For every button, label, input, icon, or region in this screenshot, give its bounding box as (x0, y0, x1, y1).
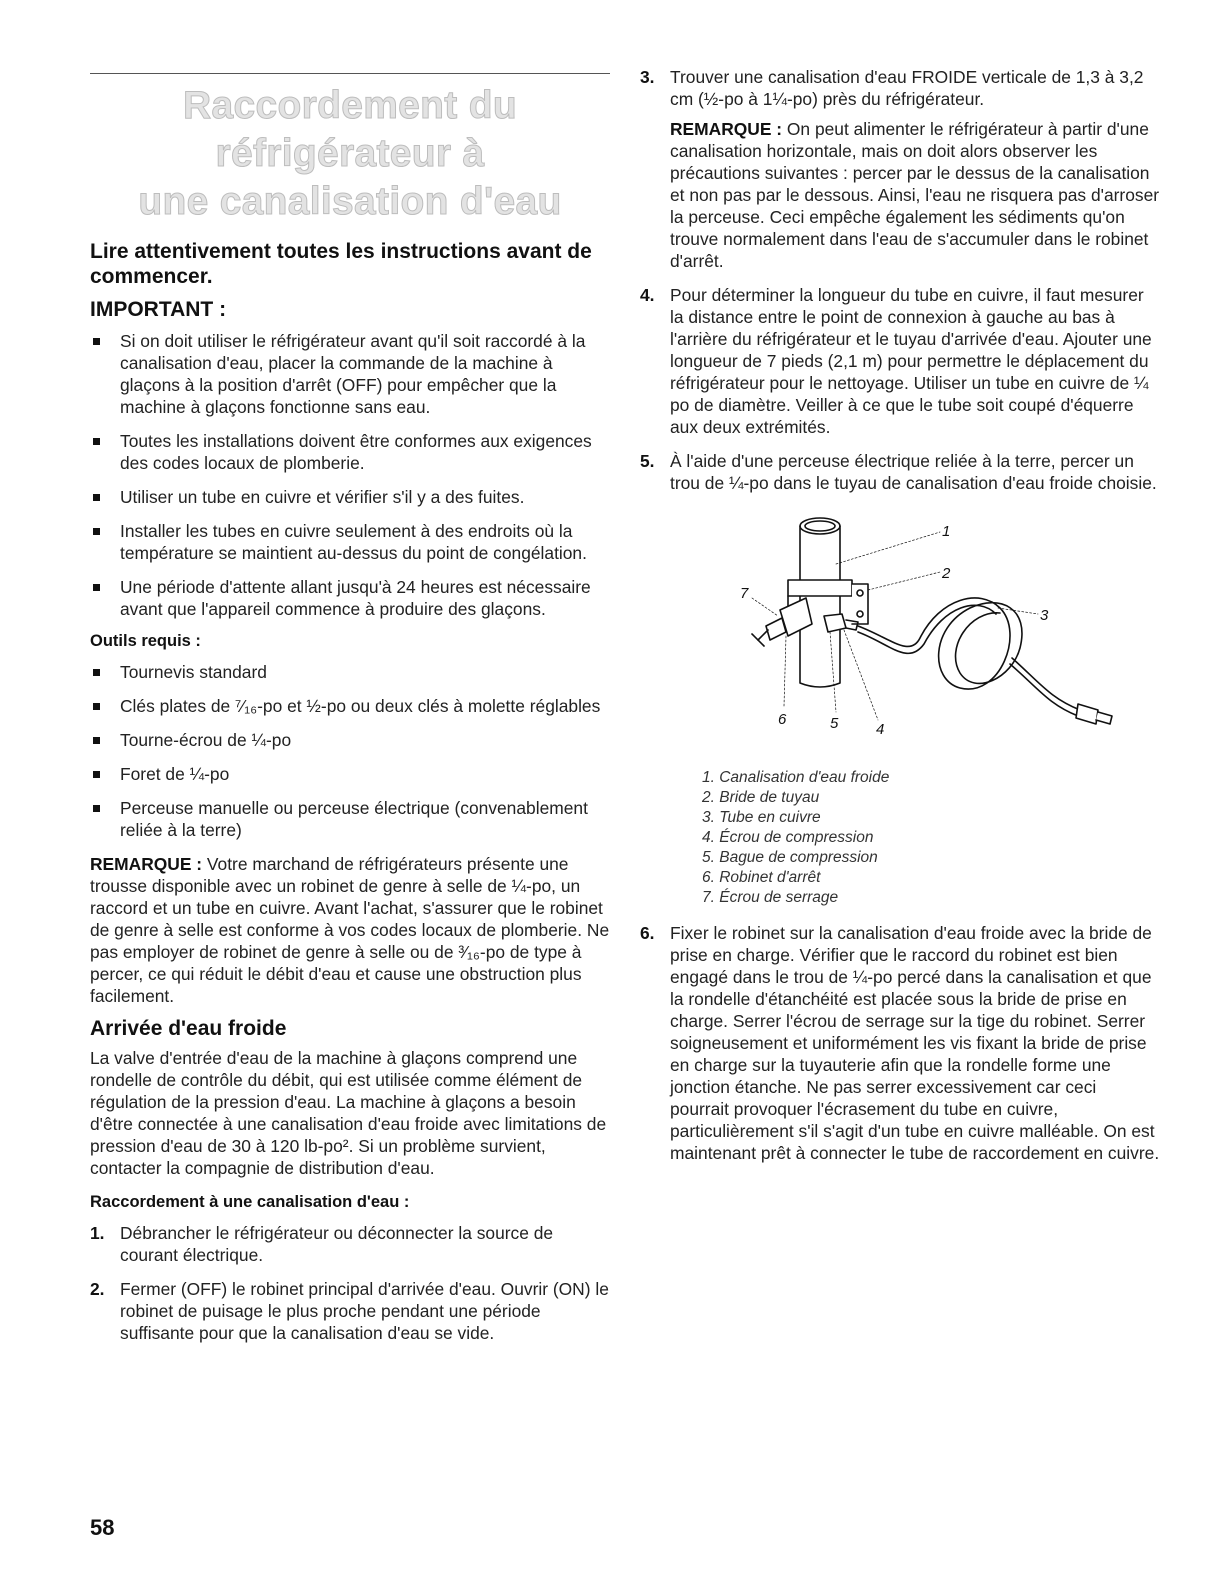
callout-4: 4 (876, 721, 885, 738)
steps-list-left (90, 1222, 610, 1344)
important-item: Installer les tubes en cuivre seulement à des endroits où la température se maintient au-dessus du point de congélation. (90, 520, 610, 564)
right-column (640, 66, 1160, 1176)
step-text: Trouver une canalisation d'eau FROIDE verticale de 1,3 à 3,2 cm (½-po à 1¼-po) près du réfrigérateur. (670, 67, 1144, 109)
page-title-line-1: Raccordement du réfrigérateur à (183, 84, 517, 175)
tools-heading: Outils requis : (90, 632, 201, 650)
callout-1: 1 (942, 523, 951, 540)
important-item: Toutes les installations doivent être conformes aux exigences des codes locaux de plomberie. (90, 430, 610, 474)
step-number: 1. (90, 1223, 105, 1243)
legend-item: 3. Tube en cuivre (702, 809, 821, 826)
left-column (90, 60, 610, 1356)
saddle-valve-illustration (640, 498, 1160, 768)
tube-end-nut (1076, 704, 1098, 724)
step-note (670, 118, 1160, 272)
step-number: 3. (640, 67, 655, 87)
note-label: REMARQUE : (90, 854, 203, 874)
note-retailer-kit (90, 853, 610, 1007)
legend-item: 1. Canalisation d'eau froide (702, 769, 890, 786)
compression-nut (824, 614, 846, 632)
tools-item: Tournevis standard (90, 661, 610, 683)
cold-water-heading: Arrivée d'eau froide (90, 1017, 287, 1040)
page-title-line-2: une canalisation d'eau (138, 180, 562, 223)
callout-5: 5 (830, 715, 839, 732)
step-item (640, 922, 1160, 1164)
step-item (640, 450, 1160, 494)
tools-item: Clés plates de ⁷⁄₁₆-po et ½-po ou deux clés à molette réglables (90, 695, 610, 717)
step-item (90, 1222, 610, 1266)
callout-2: 2 (942, 565, 951, 582)
page-title (90, 82, 610, 226)
connection-heading: Raccordement à une canalisation d'eau : (90, 1193, 410, 1211)
step-item (640, 284, 1160, 438)
step-number: 6. (640, 923, 655, 943)
tools-list (90, 661, 610, 841)
pipe-clamp (788, 580, 852, 596)
callout-3: 3 (1040, 607, 1049, 624)
note-label: REMARQUE : (670, 119, 783, 139)
steps-list-right (640, 66, 1160, 494)
step-text: À l'aide d'une perceuse électrique reliée à la terre, percer un trou de ¼-po dans le tuyau de canalisation d'eau froide choisie. (670, 451, 1157, 493)
steps-list-right-2 (640, 922, 1160, 1164)
tools-item: Tourne-écrou de ¼-po (90, 729, 610, 751)
important-item: Utiliser un tube en cuivre et vérifier s'il y a des fuites. (90, 486, 610, 508)
tools-item: Perceuse manuelle ou perceuse électrique (convenablement reliée à la terre) (90, 797, 610, 841)
step-item (90, 1278, 610, 1344)
step-number: 2. (90, 1279, 105, 1299)
legend-item: 7. Écrou de serrage (702, 889, 839, 906)
note-text: Votre marchand de réfrigérateurs présente une trousse disponible avec un robinet de genre à selle de ¼-po, un raccord et un tube en cuivre. Avant l'achat, s'assurer que le robinet de genre à selle est conforme à vos codes locaux de plomberie. Ne pas employer de robinet de genre à selle ou de ³⁄₁₆-po de type à percer, ce qui réduit le débit d'eau et cause une obstruction plus facilement. (90, 854, 610, 1006)
step-text: Pour déterminer la longueur du tube en cuivre, il faut mesurer la distance entre le point de connexion à gauche au bas à l'arrière du réfrigérateur et le tuyau d'arrivée d'eau. Ajouter une longueur de 7 pieds (2,1 m) pour permettre le déplacement du réfrigérateur pour le nettoyage. Utiliser un tube en cuivre de ¼ po de diamètre. Veiller à ce que le tube soit coupé d'équerre aux deux extrémités. (670, 285, 1152, 437)
note-text: On peut alimenter le réfrigérateur à partir d'une canalisation horizontale, mais on doit alors observer les précautions suivantes : percer par le dessus de la canalisation et non pas par le dessous. Ainsi, l'eau ne risquera pas d'arroser la perceuse. Ceci empêche également les sédiments qu'on trouve normalement dans l'eau de s'accumuler dans le robinet d'arrêt. (670, 119, 1160, 271)
callout-7: 7 (740, 585, 749, 602)
legend-item: 6. Robinet d'arrêt (702, 869, 821, 886)
important-item: Une période d'attente allant jusqu'à 24 heures est nécessaire avant que l'appareil commence à produire des glaçons. (90, 576, 610, 620)
step-number: 4. (640, 285, 655, 305)
lead-heading: Lire attentivement toutes les instructions avant de commencer. (90, 240, 592, 288)
step-text: Fermer (OFF) le robinet principal d'arrivée d'eau. Ouvrir (ON) le robinet de puisage le plus proche pendant une période suffisante pour que la canalisation d'eau se vide. (120, 1279, 609, 1343)
legend-item: 5. Bague de compression (702, 849, 878, 866)
callout-6: 6 (778, 711, 787, 728)
figure-legend (702, 768, 1160, 908)
cold-water-text: La valve d'entrée d'eau de la machine à glaçons comprend une rondelle de contrôle du débit, qui est utilisée comme élément de régulation de la pression d'eau. La machine à glaçons a besoin d'être connectée à une canalisation d'eau froide avec limitations de pression d'eau de 30 à 120 lb-po². Si un problème survient, contacter la compagnie de distribution d'eau. (90, 1048, 607, 1178)
important-item: Si on doit utiliser le réfrigérateur avant qu'il soit raccordé à la canalisation d'eau, placer la commande de la machine à glaçons à la position d'arrêt (OFF) pour empêcher que la machine à glaçons fonctionne sans eau. (90, 330, 610, 418)
tools-item: Foret de ¼-po (90, 763, 610, 785)
legend-item: 2. Bride de tuyau (702, 789, 820, 806)
saddle-valve-figure (640, 498, 1160, 768)
important-heading: IMPORTANT : (90, 298, 227, 321)
page-number: 58 (90, 1515, 115, 1540)
step-item (640, 66, 1160, 272)
important-list (90, 330, 610, 620)
step-text: Débrancher le réfrigérateur ou déconnecter la source de courant électrique. (120, 1223, 554, 1265)
legend-item: 4. Écrou de compression (702, 829, 874, 846)
step-text: Fixer le robinet sur la canalisation d'eau froide avec la bride de prise en charge. Vérifier que le raccord du robinet est bien engagé dans le trou de ¼-po percé dans la canalisation et que la rondelle d'étanchéité est placée sous la bride de prise en charge. Serrer l'écrou de serrage sur la tige du robinet. Serrer soigneusement et uniformément les vis fixant la bride de prise en charge sur la tuyauterie afin que la rondelle forme une jonction étanche. Ne pas serrer excessivement car ceci pourrait provoquer l'écrasement du tube en cuivre, particulièrement s'il s'agit d'un tube en cuivre malléable. On est maintenant prêt à connecter le tube de raccordement en cuivre. (670, 923, 1160, 1163)
step-number: 5. (640, 451, 655, 471)
